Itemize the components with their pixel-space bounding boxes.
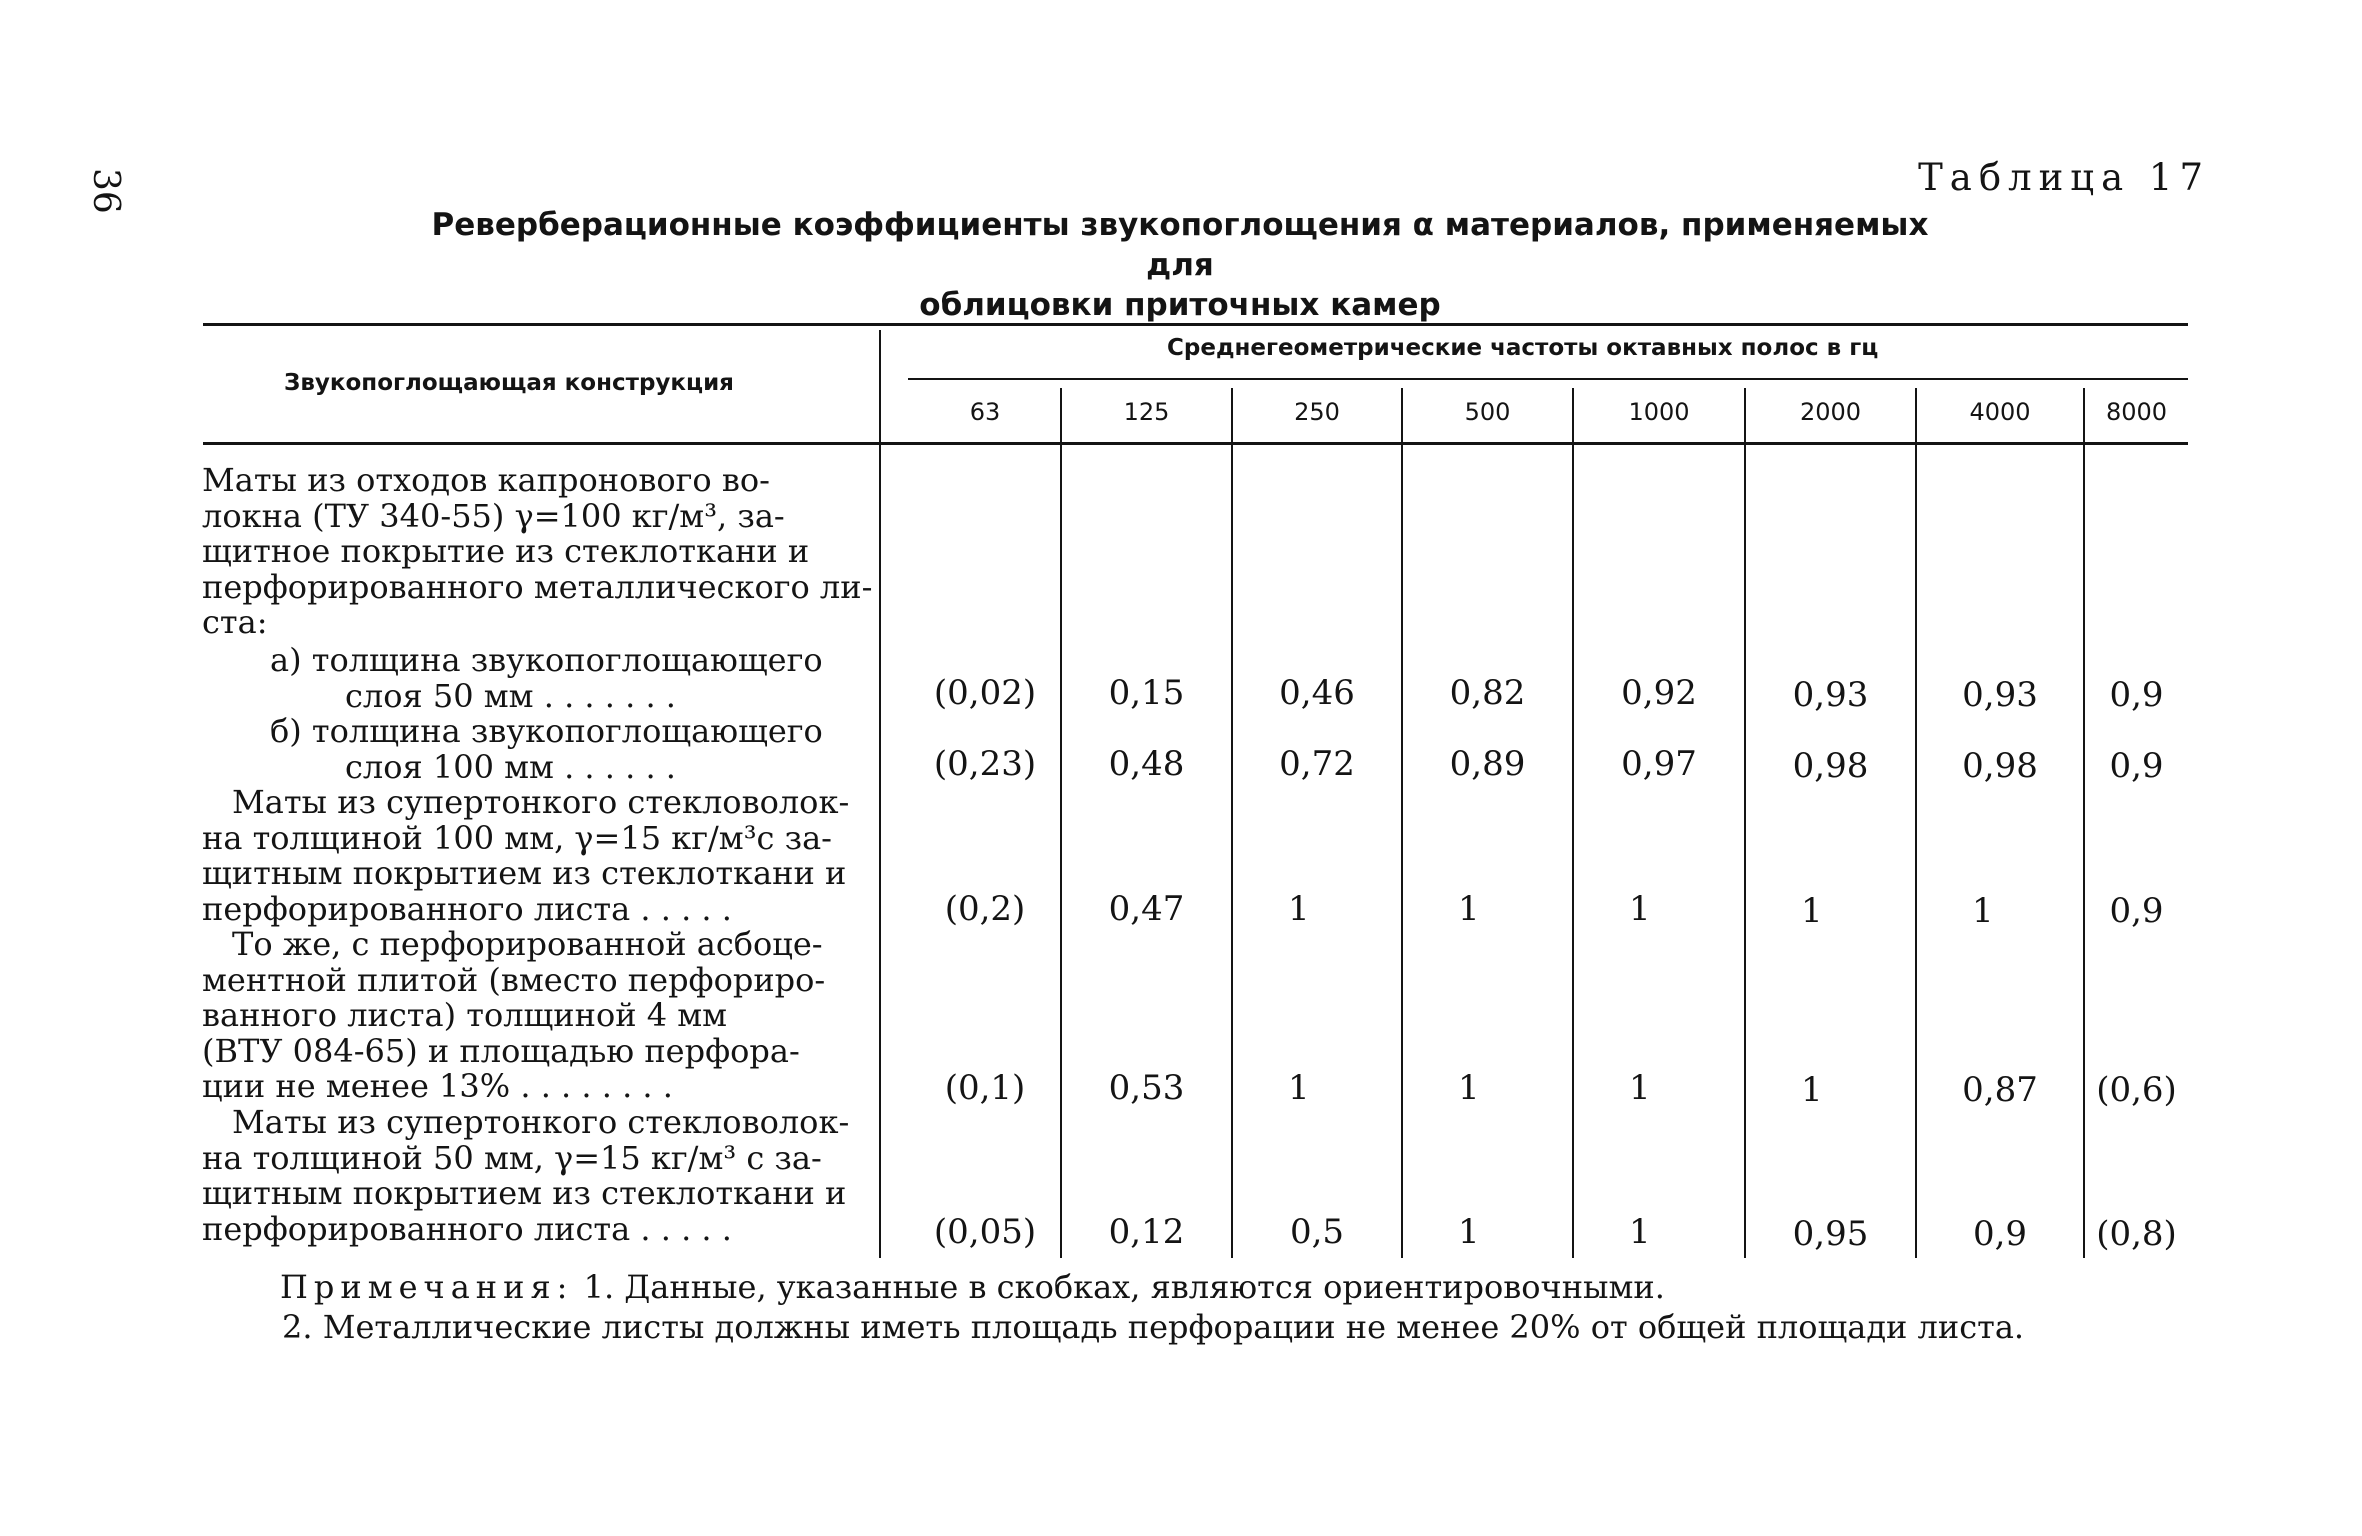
desc-line: Маты из отходов капронового во- — [202, 461, 770, 499]
value-cell: 1 — [1458, 1212, 1480, 1252]
freq-header-2000: 2000 — [1799, 398, 1862, 426]
desc-line: на толщиной 100 мм, γ=15 кг/м³с за- — [202, 818, 832, 857]
desc-line: локна (ТУ 340-55) γ=100 кг/м³, за- — [202, 496, 785, 535]
notes-line-1 — [280, 1268, 1665, 1306]
value-cell: (0,1) — [944, 1068, 1026, 1108]
value-cell: 0,93 — [1962, 675, 2038, 715]
value-cell: 1 — [1801, 1070, 1823, 1110]
table-title — [400, 205, 1960, 325]
value-cell: 1 — [1458, 889, 1480, 929]
desc-line: перфорированного листа . . . . . — [202, 1209, 732, 1248]
desc-line: б) толщина звукопоглощающего — [270, 712, 823, 750]
value-cell: 1 — [1972, 891, 1994, 931]
row-description-b — [270, 714, 850, 785]
desc-line: слоя 50 мм . . . . . . . — [345, 676, 676, 715]
value-cell: 0,97 — [1621, 744, 1697, 784]
value-cell: (0,05) — [933, 1212, 1037, 1252]
freq-header-125: 125 — [1123, 398, 1170, 426]
freq-header-1000: 1000 — [1628, 398, 1690, 426]
desc-line: слоя 100 мм . . . . . . — [345, 747, 676, 786]
freq-header-rule — [908, 378, 2188, 380]
value-cell: 0,9 — [2109, 891, 2164, 931]
value-cell: 0,72 — [1279, 744, 1355, 784]
value-cell: 0,9 — [2109, 675, 2164, 715]
value-cell: (0,2) — [944, 889, 1026, 929]
title-line-2: облицовки приточных камер — [919, 287, 1441, 323]
desc-line: на толщиной 50 мм, γ=15 кг/м³ с за- — [202, 1138, 822, 1177]
row-description-a — [270, 643, 850, 714]
header-bottom-rule — [203, 442, 2188, 445]
value-cell: 0,5 — [1289, 1212, 1345, 1252]
table-label: Таблица 17 — [1918, 156, 2210, 199]
frequency-group-header: Среднегеометрические частоты октавных полос в гц — [1167, 335, 1879, 361]
value-cell: 0,87 — [1962, 1070, 2038, 1110]
value-cell: 1 — [1629, 889, 1651, 929]
notes-label: Примечания: — [280, 1268, 574, 1306]
freq-header-8000: 8000 — [2105, 398, 2168, 426]
value-cell: 0,48 — [1108, 744, 1185, 784]
value-cell: 1 — [1629, 1068, 1651, 1108]
desc-line: ванного листа) толщиной 4 мм — [202, 996, 728, 1034]
page-number: 36 — [85, 168, 126, 214]
desc-line: щитным покрытием из стеклоткани и — [202, 1174, 847, 1212]
value-cell: 1 — [1458, 1068, 1480, 1108]
note-1: 1. Данные, указанные в скобках, являются ориентировочными. — [583, 1268, 1665, 1306]
freq-header-250: 250 — [1294, 398, 1340, 426]
value-cell: 0,9 — [1972, 1214, 2028, 1254]
desc-line: ции не менее 13% . . . . . . . . — [202, 1067, 673, 1105]
value-cell: 0,46 — [1279, 673, 1355, 713]
row-description-intro — [202, 461, 873, 641]
col-divider-3 — [1401, 388, 1403, 1258]
desc-line: щитное покрытие из стеклоткани и — [202, 532, 810, 570]
col-divider-2 — [1231, 388, 1233, 1258]
value-cell: 0,93 — [1792, 675, 1869, 715]
desc-line: перфорированного металлического ли- — [202, 567, 873, 606]
value-cell: 0,98 — [1792, 746, 1869, 786]
value-cell: 0,89 — [1449, 744, 1526, 784]
desc-line: ментной плитой (вместо перфориро- — [202, 960, 826, 999]
value-cell: (0,6) — [2096, 1070, 2177, 1110]
value-cell: 0,98 — [1962, 746, 2038, 786]
value-cell: 1 — [1629, 1212, 1651, 1252]
desc-line: Маты из супертонкого стекловолок- — [232, 1103, 850, 1141]
desc-column-divider — [879, 330, 881, 1258]
value-cell: 1 — [1288, 889, 1310, 929]
value-cell: 1 — [1801, 891, 1823, 931]
col-divider-6 — [1915, 388, 1917, 1258]
freq-header-500: 500 — [1464, 398, 1511, 426]
freq-header-4000: 4000 — [1969, 398, 2031, 426]
value-cell: 0,15 — [1108, 673, 1185, 713]
construction-column-header: Звукопоглощающая конструкция — [284, 370, 734, 396]
title-line-1: Реверберационные коэффициенты звукопоглощения α материалов, применяемых для — [431, 207, 1929, 283]
freq-header-63: 63 — [969, 398, 1001, 426]
col-divider-7 — [2083, 388, 2085, 1258]
col-divider-4 — [1572, 388, 1574, 1258]
value-cell: 0,95 — [1792, 1214, 1869, 1254]
desc-line: (ВТУ 084-65) и площадью перфора- — [202, 1031, 800, 1070]
row-description-supertonkoe-50 — [202, 1105, 850, 1247]
value-cell: 0,82 — [1449, 673, 1526, 713]
value-cell: 1 — [1288, 1068, 1310, 1108]
value-cell: 0,9 — [2109, 746, 2164, 786]
row-description-asbocement — [202, 927, 850, 1105]
desc-line: Маты из супертонкого стекловолок- — [232, 783, 850, 821]
value-cell: 0,53 — [1108, 1068, 1185, 1108]
desc-line: ста: — [202, 603, 268, 641]
col-divider-1 — [1060, 388, 1062, 1258]
value-cell: (0,8) — [2096, 1214, 2177, 1254]
desc-line: перфорированного листа . . . . . — [202, 889, 732, 928]
note-2: 2. Металлические листы должны иметь площадь перфорации не менее 20% от общей площади листа. — [282, 1308, 2025, 1346]
value-cell: 0,92 — [1621, 673, 1697, 713]
row-description-supertonkoe-100 — [202, 785, 850, 927]
value-cell: 0,12 — [1108, 1212, 1185, 1252]
value-cell: 0,47 — [1108, 889, 1185, 929]
value-cell: (0,23) — [933, 744, 1037, 784]
desc-line: щитным покрытием из стеклоткани и — [202, 854, 847, 892]
col-divider-5 — [1744, 388, 1746, 1258]
table-top-rule — [203, 323, 2188, 326]
value-cell: (0,02) — [933, 673, 1037, 713]
desc-line: То же, с перфорированной асбоце- — [232, 925, 823, 963]
desc-line: а) толщина звукопоглощающего — [270, 641, 823, 679]
